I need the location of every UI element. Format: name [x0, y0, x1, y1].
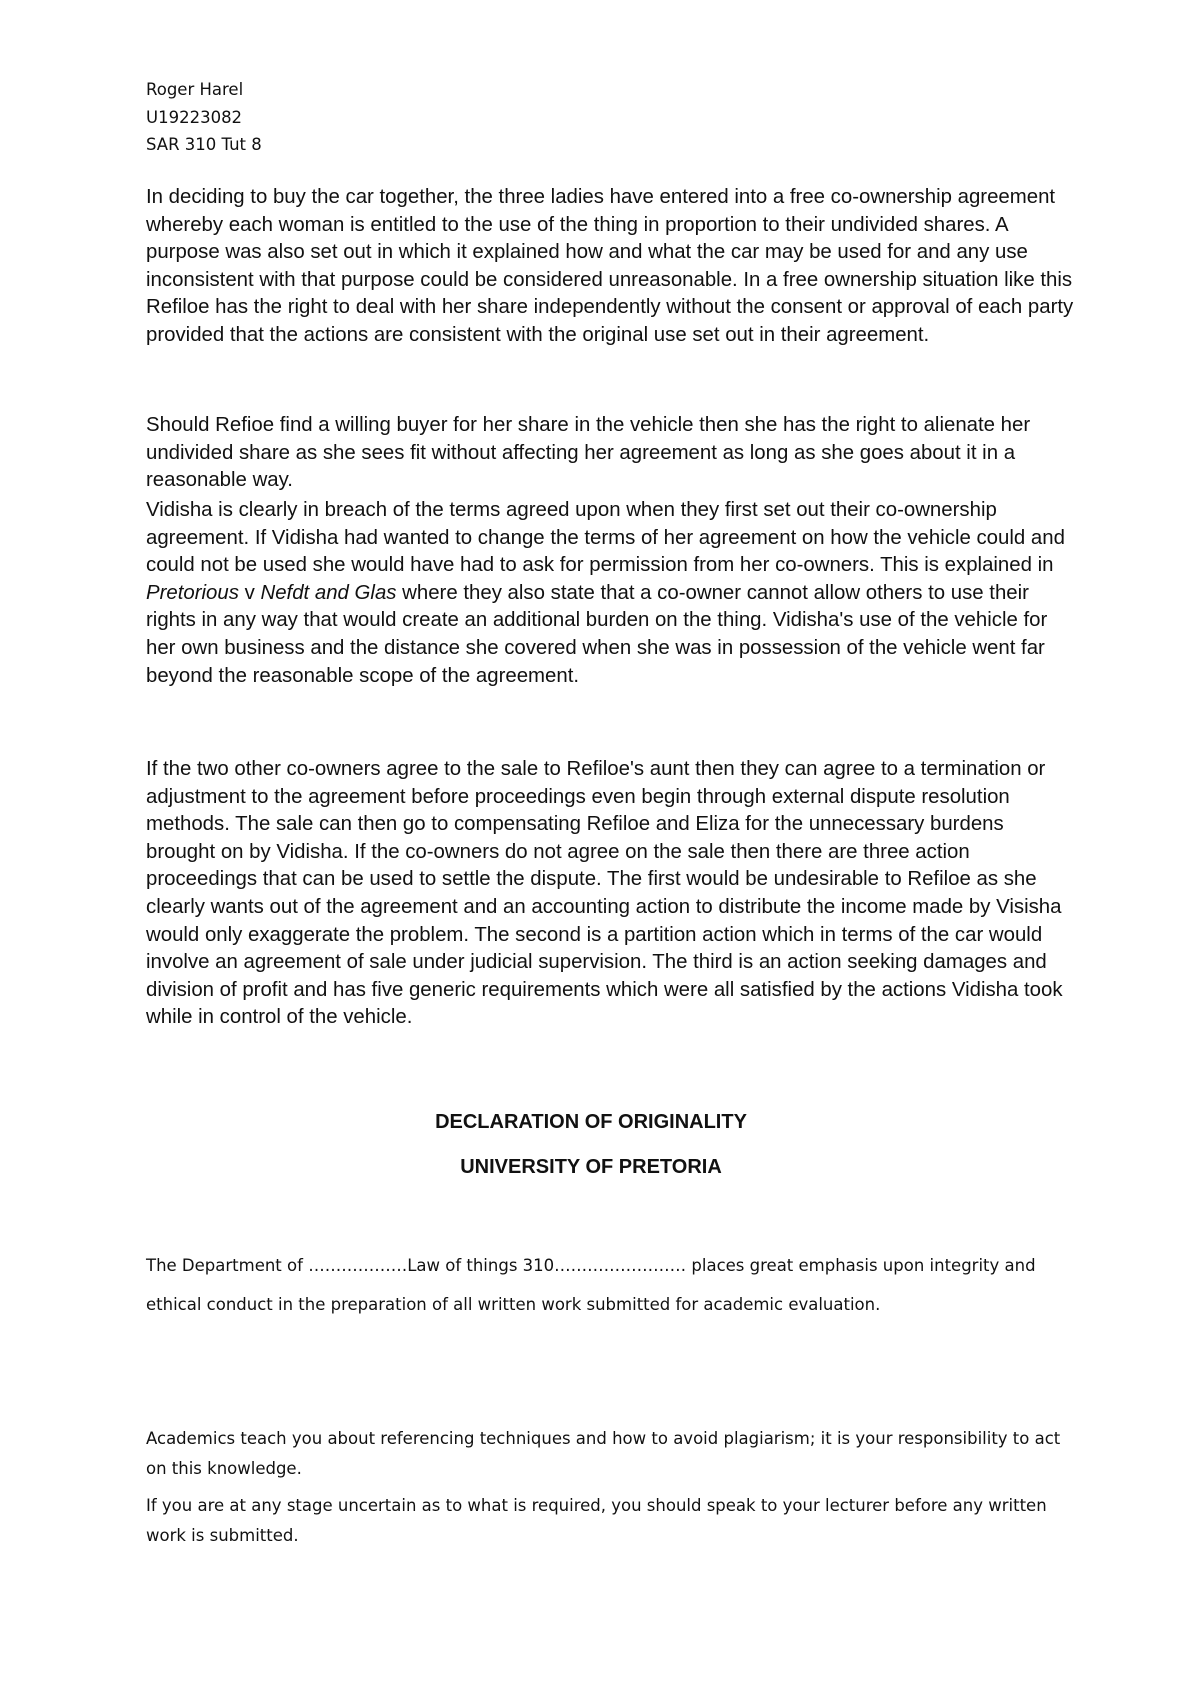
plagiarism-paragraph: [146, 1424, 1076, 1484]
plagiarism-text: Academics teach you about referencing techniques and how to avoid plagiarism; it is your responsibility to act on this knowledge.: [146, 1429, 1061, 1478]
intro-suffix: places great emphasis upon integrity and ethical conduct in the preparation of all written work submitted for academic evaluation.: [146, 1256, 1036, 1314]
student-header: [146, 76, 262, 159]
answer-paragraph-3: [146, 497, 1076, 690]
case-versus: v: [238, 581, 261, 604]
case-party-1: Pretorious: [146, 581, 239, 604]
answer-paragraph-1: [146, 184, 1076, 350]
student-number: U19223082: [146, 107, 243, 127]
paragraph-text-part: Vidisha is clearly in breach of the terms agreed upon when they first set out their co-ownership agreement. If Vidisha had wanted to change the terms of her agreement on how the vehicle could and could not be used she would have had to ask for permission from her co-owners. This is explained in: [146, 499, 1065, 577]
fill-dots: ………………: [308, 1256, 408, 1275]
declaration-intro: [146, 1246, 1076, 1324]
answer-paragraph-4: [146, 756, 1076, 1032]
department-name: Law of things 310: [407, 1256, 555, 1275]
declaration-title: DECLARATION OF ORIGINALITY: [435, 1111, 747, 1133]
paragraph-text: [146, 497, 1076, 690]
intro-prefix: The Department of: [146, 1256, 309, 1275]
uncertain-paragraph: [146, 1491, 1076, 1551]
declaration-intro-text: [146, 1246, 1076, 1324]
course-code: SAR 310 Tut 8: [146, 135, 262, 154]
student-name: Roger Harel: [146, 80, 244, 99]
paragraph-text: In deciding to buy the car together, the three ladies have entered into a free co-ownership agreement whereby each woman is entitled to the use of the thing in proportion to their undivided shares. A purpose was also set out in which it explained how and what the car may be used for and any use inconsistent with that purpose could be considered unreasonable. In a free ownership situation like this Refiloe has the right to deal with her share independently without the consent or approval of each party provided that the actions are consistent with the original use set out in their agreement.: [146, 186, 1074, 346]
paragraph-text-part: where they also state that a co-owner cannot allow others to use their rights in any way that would create an additional burden on the thing. Vidisha's use of the vehicle for her own business and the distance she covered when she was in possession of the vehicle went far beyond the reasonable scope of the agreement.: [146, 581, 1048, 687]
paragraph-text: Should Refioe find a willing buyer for her share in the vehicle then she has the right to alienate her undivided share as she sees fit without affecting her agreement as long as she goes about it in a reasonable way.: [146, 414, 1031, 492]
fill-dots: ……………………: [554, 1256, 687, 1275]
paragraph-text: If the two other co-owners agree to the sale to Refiloe's aunt then they can agree to a termination or adjustment to the agreement before proceedings even begin through external dispute resolution methods. The sale can then go to compensating Refiloe and Eliza for the unnecessary burdens brought on by Vidisha. If the co-owners do not agree on the sale then there are three action proceedings that can be used to settle the dispute. The first would be undesirable to Refiloe as she clearly wants out of the agreement and an accounting action to distribute the income made by Visisha would only exaggerate the problem. The second is a partition action which in terms of the car would involve an agreement of sale under judicial supervision. The third is an action seeking damages and division of profit and has five generic requirements which were all satisfied by the actions Vidisha took while in control of the vehicle.: [146, 758, 1063, 1029]
answer-paragraph-2: [146, 412, 1076, 495]
uncertain-text: If you are at any stage uncertain as to what is required, you should speak to your lecturer before any written work is submitted.: [146, 1496, 1047, 1545]
university-title: UNIVERSITY OF PRETORIA: [460, 1156, 722, 1178]
case-party-2: Nefdt and Glas: [260, 581, 397, 604]
